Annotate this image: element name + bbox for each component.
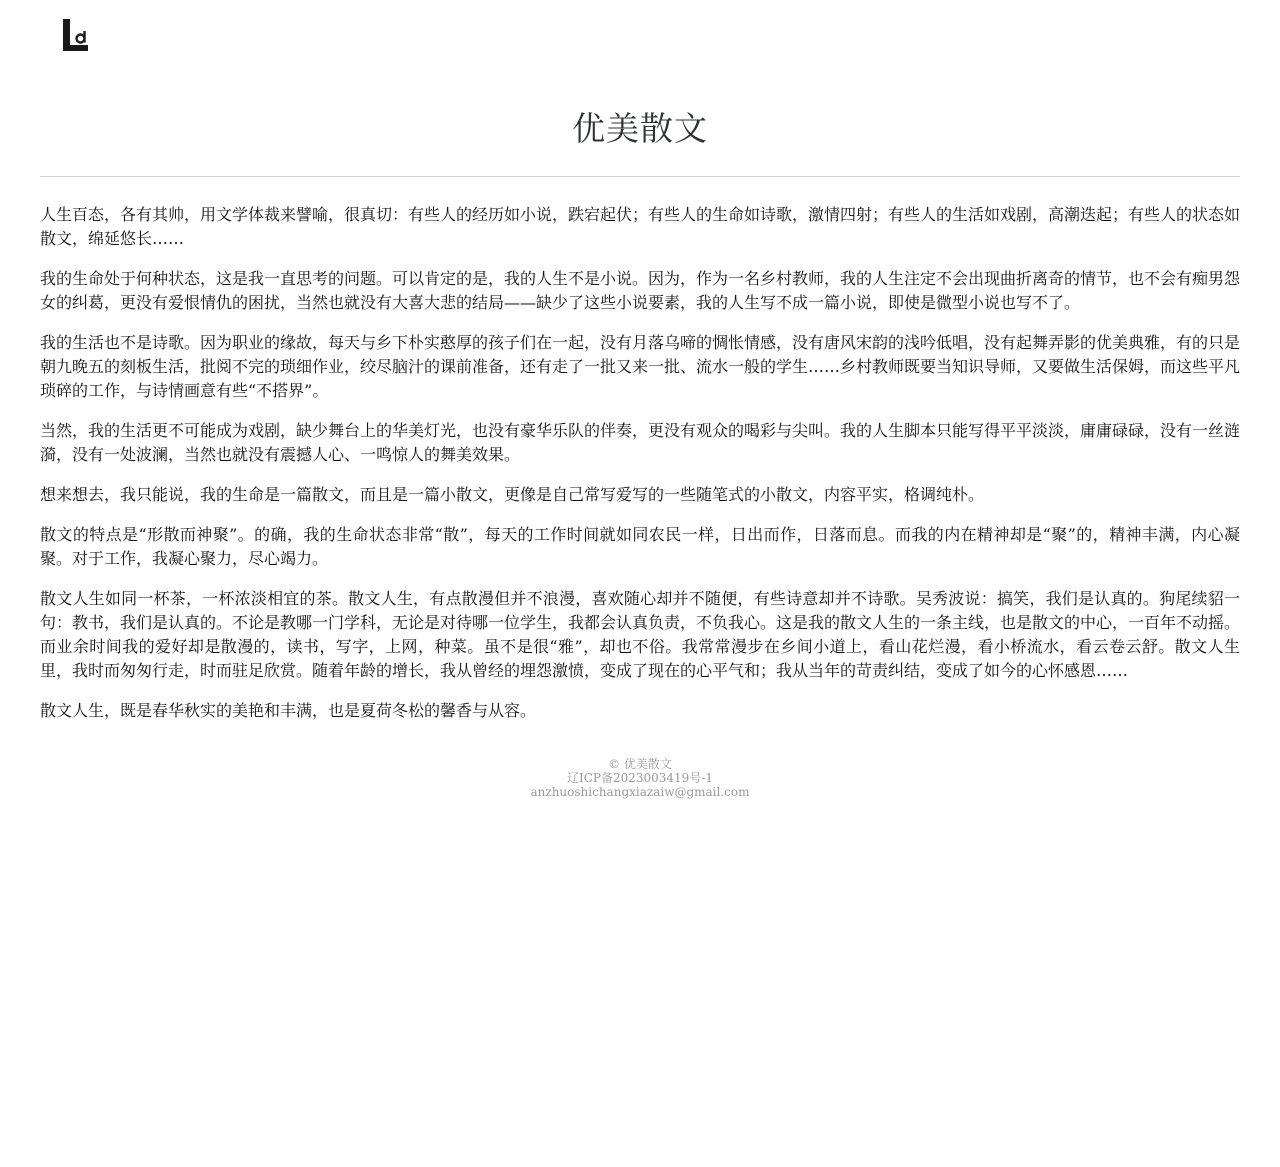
- site-logo[interactable]: [60, 17, 90, 53]
- article-paragraph: 人生百态，各有其帅，用文学体裁来譬喻，很真切：有些人的经历如小说，跌宕起伏；有些人的生命如诗歌，激情四射；有些人的生活如戏剧，高潮迭起；有些人的状态如散文，绵延悠长……: [40, 205, 1241, 248]
- article-paragraph: 想来想去，我只能说，我的生命是一篇散文，而且是一篇小散文，更像是自己常写爱写的一些随笔式的小散文，内容平实，格调纯朴。: [40, 485, 985, 504]
- article-paragraph: 我的生活也不是诗歌。因为职业的缘故，每天与乡下朴实憨厚的孩子们在一起，没有月落乌啼的惆怅情感，没有唐风宋韵的浅吟低唱，没有起舞弄影的优美典雅，有的只是朝九晚五的刻板生活，批阅不完的琐细作业，绞尽脑汁的课前准备，还有走了一批又来一批、流水一般的学生……乡村教师既要当知识导师，又要做生活保姆，而这些平凡琐碎的工作，与诗情画意有些“不搭界”。: [40, 333, 1241, 400]
- article-body: [40, 203, 1240, 739]
- title-divider: [40, 176, 1240, 177]
- article-paragraph: 我的生命处于何种状态，这是我一直思考的问题。可以肯定的是，我的人生不是小说。因为，作为一名乡村教师，我的人生注定不会出现曲折离奇的情节，也不会有痴男怨女的纠葛，更没有爱恨情仇的困扰，当然也就没有大喜大悲的结局——缺少了这些小说要素，我的人生写不成一篇小说，即使是微型小说也写不了。: [40, 269, 1241, 312]
- article-paragraph: 散文人生如同一杯茶，一杯浓淡相宜的茶。散文人生，有点散漫但并不浪漫，喜欢随心却并不随便，有些诗意却并不诗歌。吴秀波说：搞笑，我们是认真的。狗尾续貂一句：教书，我们是认真的。不论是教哪一门学科，无论是对待哪一位学生，我都会认真负责，不负我心。这是我的散文人生的一条主线，也是散文的中心，一百年不动摇。而业余时间我的爱好却是散漫的，读书，写字，上网，种菜。虽不是很“雅”，却也不俗。我常常漫步在乡间小道上，看山花烂漫，看小桥流水，看云卷云舒。散文人生里，我时而匆匆行走，时而驻足欣赏。随着年龄的增长，我从曾经的埋怨激愤，变成了现在的心平气和；我从当年的苛责纠结，变成了如今的心怀感恩……: [40, 589, 1241, 680]
- page-title: 优美散文: [572, 109, 708, 148]
- footer-copyright: © 优美散文: [608, 757, 672, 771]
- article-paragraph: 散文的特点是“形散而神聚”。的确，我的生命状态非常“散”，每天的工作时间就如同农民一样，日出而作，日落而息。而我的内在精神却是“聚”的，精神丰满，内心凝聚。对于工作，我凝心聚力，尽心竭力。: [40, 525, 1240, 568]
- footer-email: anzhuoshichangxiazaiw@gmail.com: [530, 785, 750, 799]
- footer-icp-link[interactable]: 辽ICP备2023003419号-1: [566, 771, 714, 785]
- la-logo-icon: [60, 17, 90, 53]
- site-footer: [0, 757, 1280, 799]
- article-paragraph: 散文人生，既是春华秋实的美艳和丰满，也是夏荷冬松的馨香与从容。: [40, 701, 537, 720]
- article-paragraph: 当然，我的生活更不可能成为戏剧，缺少舞台上的华美灯光，也没有豪华乐队的伴奏，更没有观众的喝彩与尖叫。我的人生脚本只能写得平平淡淡，庸庸碌碌，没有一丝涟漪，没有一处波澜，当然也就没有震撼人心、一鸣惊人的舞美效果。: [40, 421, 1241, 464]
- title-area: [0, 109, 1280, 149]
